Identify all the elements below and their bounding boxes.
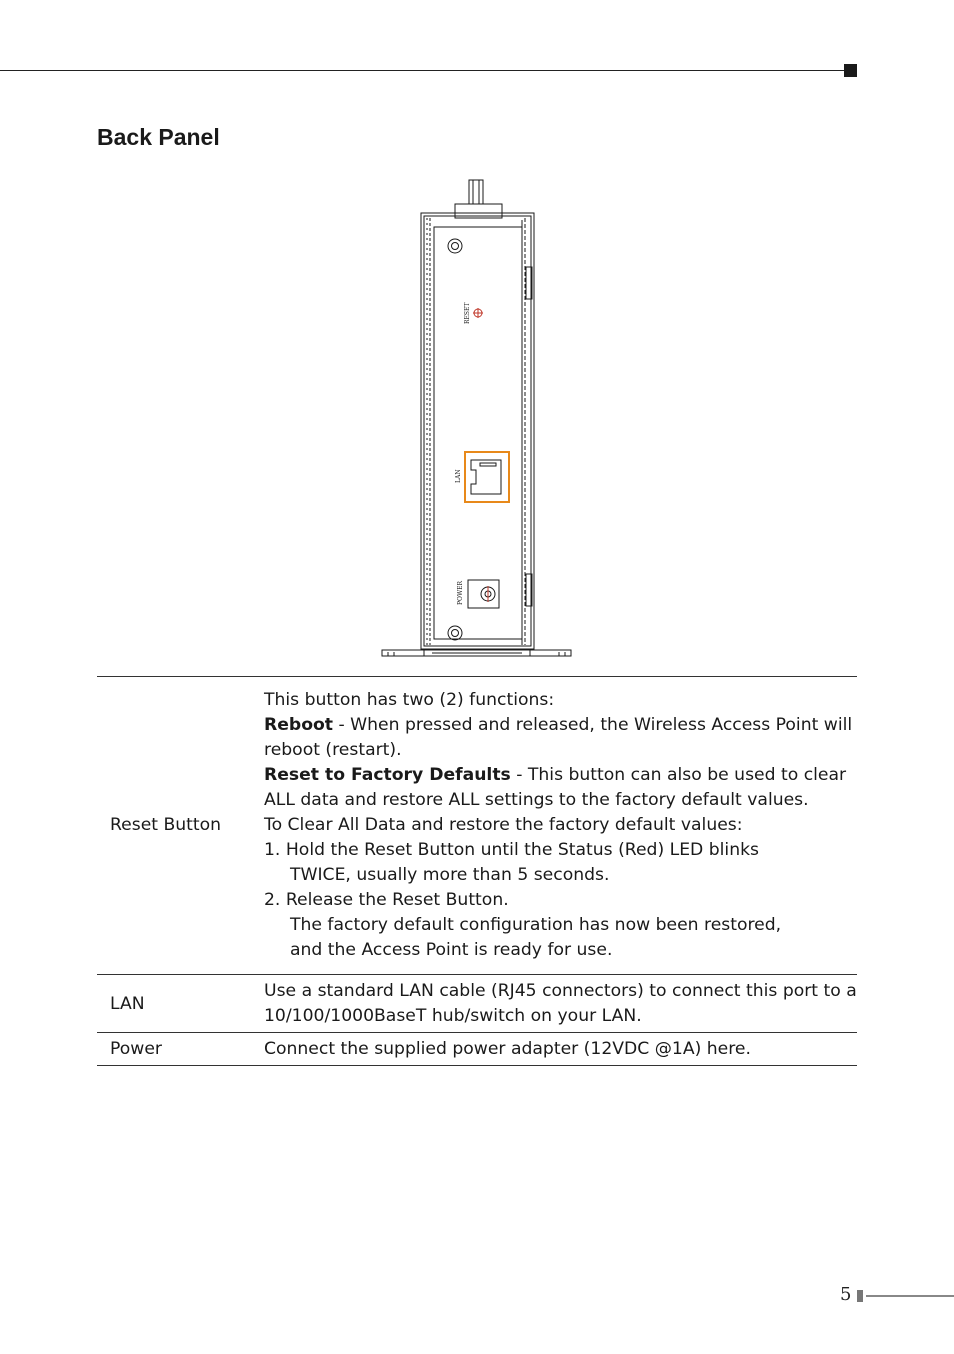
device-housing bbox=[421, 213, 534, 649]
step-2-line-3: and the Access Point is ready for use. bbox=[290, 940, 613, 960]
row-description: Connect the supplied power adapter (12VDC @1A) here. bbox=[264, 1039, 751, 1059]
step-1-line-2: TWICE, usually more than 5 seconds. bbox=[290, 865, 610, 885]
clear-data-intro: To Clear All Data and restore the factory default values: bbox=[264, 815, 743, 835]
reboot-paragraph bbox=[264, 713, 857, 763]
step-2-line-1: Release the Reset Button. bbox=[285, 890, 509, 910]
step-2-line-2: The factory default configuration has now been restored, bbox=[290, 915, 782, 935]
row-label: Reset Button bbox=[110, 815, 222, 835]
row-label: Power bbox=[110, 1039, 162, 1059]
lan-label: LAN bbox=[455, 469, 462, 483]
footer-mark bbox=[857, 1290, 863, 1302]
reset-label: RESET bbox=[464, 302, 471, 324]
table-row bbox=[97, 975, 857, 1033]
footer-rule bbox=[866, 1295, 954, 1297]
row-description: Use a standard LAN cable (RJ45 connectors) to connect this port to a 10/100/1000BaseT hub/switch on your LAN. bbox=[264, 981, 857, 1026]
step-2 bbox=[264, 888, 857, 913]
table-row bbox=[97, 1033, 857, 1066]
factory-reset-paragraph bbox=[264, 763, 857, 813]
back-panel-table bbox=[97, 676, 857, 1066]
reset-intro: This button has two (2) functions: bbox=[264, 690, 555, 710]
header-rule bbox=[0, 70, 848, 71]
row-label: LAN bbox=[110, 993, 145, 1014]
factory-reset-text: - This button can also be used to clear ALL data and restore ALL settings to the factory default values. bbox=[264, 765, 847, 810]
screw-bottom-icon bbox=[448, 626, 462, 640]
table-row bbox=[97, 677, 857, 975]
step-1 bbox=[264, 838, 857, 863]
power-label: POWER bbox=[457, 580, 464, 605]
back-panel-diagram bbox=[380, 176, 574, 660]
row-description bbox=[264, 677, 857, 975]
header-square-mark bbox=[844, 64, 857, 77]
page-number: 5 bbox=[840, 1284, 852, 1305]
page-title: Back Panel bbox=[97, 124, 220, 150]
power-jack-icon bbox=[468, 580, 499, 608]
reboot-text: - When pressed and released, the Wireless Access Point will reboot (restart). bbox=[264, 715, 853, 760]
factory-reset-title: Reset to Factory Defaults bbox=[264, 765, 511, 785]
screw-top-icon bbox=[448, 239, 462, 253]
reboot-title: Reboot bbox=[264, 715, 334, 735]
step-1-number: 1. bbox=[264, 840, 286, 860]
step-1-line-1: Hold the Reset Button until the Status (Red) LED blinks bbox=[285, 840, 760, 860]
step-2-number: 2. bbox=[264, 890, 286, 910]
antenna-connector-icon bbox=[469, 180, 483, 204]
